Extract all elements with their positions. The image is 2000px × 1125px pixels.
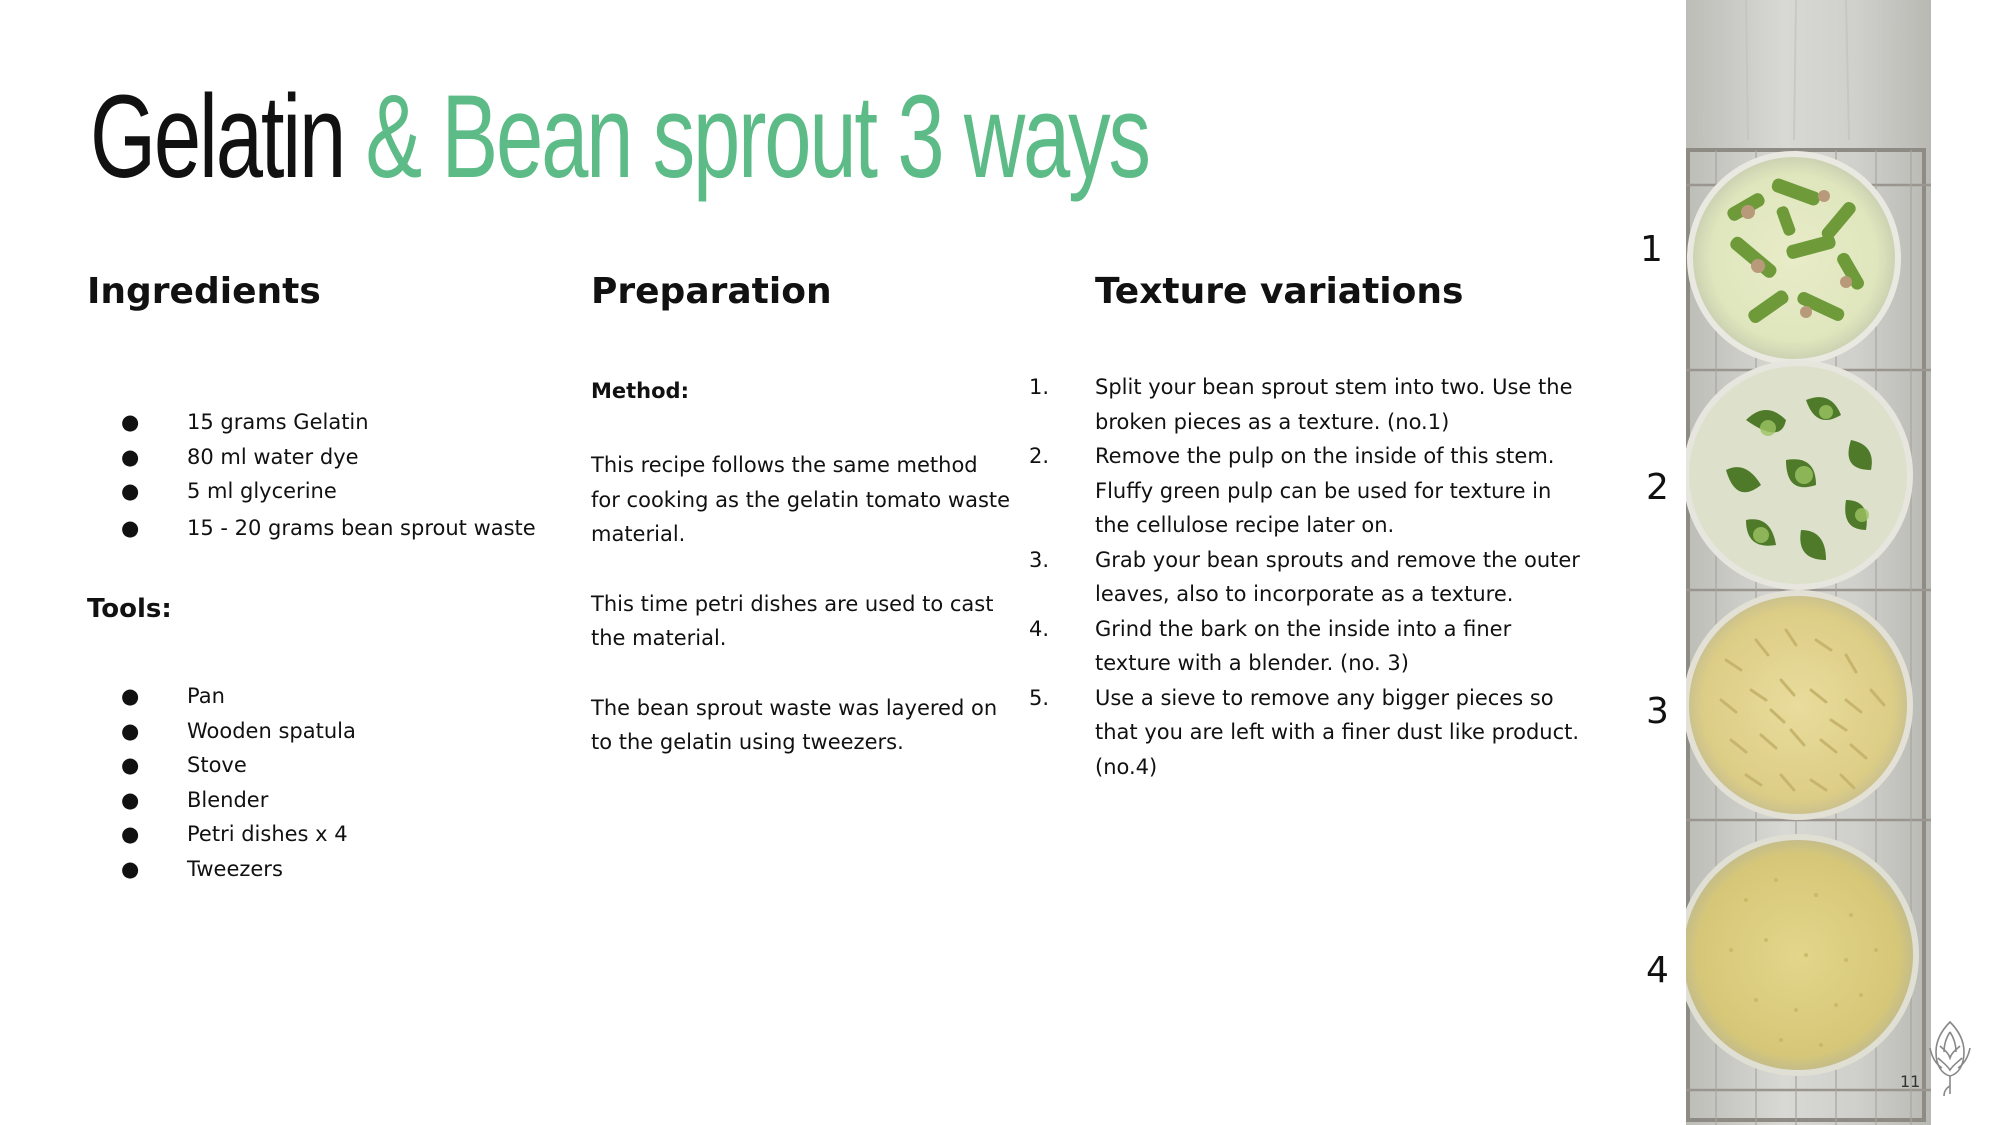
tool-item: ● Stove	[87, 748, 356, 783]
bullet-icon: ●	[121, 684, 140, 708]
artichoke-logo-icon	[1922, 1018, 1978, 1098]
tools-heading: Tools:	[87, 594, 172, 624]
dish-label-2: 2	[1646, 467, 1669, 508]
ingredient-item: ● 15 - 20 grams bean sprout waste	[87, 511, 536, 546]
texture-list	[1020, 370, 1580, 784]
bullet-icon: ●	[121, 515, 140, 540]
texture-heading: Texture variations	[1095, 271, 1464, 312]
preparation-paragraph: This recipe follows the same method for cooking as the gelatin tomato waste material.	[591, 453, 1011, 546]
texture-item-number: 3.	[1029, 547, 1050, 572]
bullet-icon: ●	[121, 856, 140, 881]
preparation-paragraph: The bean sprout waste was layered on to the gelatin using tweezers.	[591, 695, 998, 754]
title-part-green: & Bean sprout 3 ways	[365, 71, 1149, 203]
ingredient-item: ● 5 ml glycerine	[87, 474, 536, 509]
texture-item	[1020, 439, 1580, 543]
tool-item: ● Tweezers	[87, 852, 356, 887]
texture-item-number: 4.	[1029, 616, 1050, 641]
ingredient-item: ● 80 ml water dye	[87, 440, 536, 475]
texture-item-text: Split your bean sprout stem into two. Use the broken pieces as a texture. (no.1)	[1095, 375, 1573, 434]
page-number: 11	[1900, 1072, 1921, 1091]
page-title	[90, 62, 1149, 212]
bullet-icon: ●	[121, 410, 140, 434]
dish-label-3: 3	[1646, 691, 1669, 732]
ingredients-heading: Ingredients	[87, 271, 321, 312]
texture-item-text: Remove the pulp on the inside of this stem. Fluffy green pulp can be used for texture in the cellulose recipe later on.	[1095, 444, 1555, 537]
bullet-icon: ●	[121, 718, 140, 743]
ingredients-list	[87, 405, 536, 545]
tool-item: ● Petri dishes x 4	[87, 817, 356, 852]
texture-item-number: 5.	[1029, 685, 1050, 710]
texture-item-text: Grind the bark on the inside into a finer texture with a blender. (no. 3)	[1095, 616, 1512, 675]
tool-item: ● Wooden spatula	[87, 714, 356, 749]
texture-item	[1020, 612, 1580, 681]
preparation-paragraph: This time petri dishes are used to cast the material.	[591, 591, 994, 650]
bullet-icon: ●	[121, 753, 140, 777]
tool-item: ● Pan	[87, 679, 356, 714]
ingredient-item: ● 15 grams Gelatin	[87, 405, 536, 440]
method-label: Method:	[591, 379, 689, 403]
bullet-icon: ●	[121, 444, 140, 469]
title-part-black: Gelatin	[90, 71, 345, 203]
texture-item	[1020, 681, 1580, 785]
bullet-icon: ●	[121, 479, 140, 503]
dish-label-1: 1	[1640, 229, 1663, 270]
dish-label-4: 4	[1646, 950, 1669, 991]
tool-item: ● Blender	[87, 783, 356, 818]
texture-item-number: 1.	[1029, 375, 1050, 399]
texture-item-number: 2.	[1029, 444, 1050, 468]
bullet-icon: ●	[121, 787, 140, 812]
tools-list	[87, 679, 356, 886]
texture-item-text: Use a sieve to remove any bigger pieces so that you are left with a finer dust like product. (no.4)	[1095, 685, 1580, 779]
petri-dishes-photo	[1686, 0, 1931, 1125]
texture-item	[1020, 543, 1580, 612]
bullet-icon: ●	[121, 822, 140, 846]
texture-item	[1020, 370, 1580, 439]
texture-item-text: Grab your bean sprouts and remove the outer leaves, also to incorporate as a texture.	[1095, 547, 1580, 606]
preparation-heading: Preparation	[591, 271, 832, 312]
preparation-text	[591, 448, 1011, 760]
petri-dishes-illustration	[1686, 0, 1931, 1125]
